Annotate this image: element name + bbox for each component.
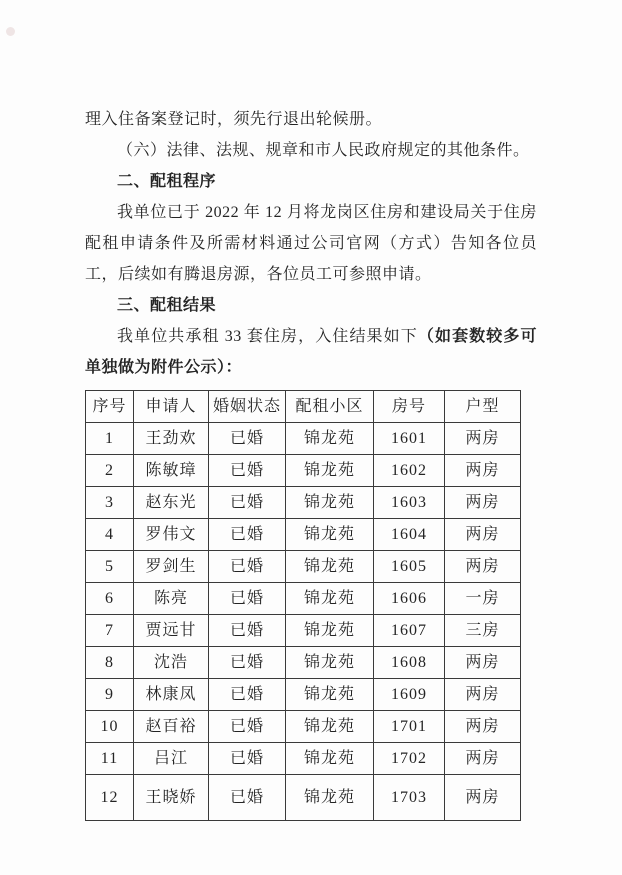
table-cell: 4 (86, 519, 134, 551)
table-cell: 已婚 (209, 519, 286, 551)
table-cell: 锦龙苑 (286, 711, 374, 743)
table-cell: 锦龙苑 (286, 455, 374, 487)
column-header-unit-type: 户型 (445, 391, 521, 423)
column-header-seq: 序号 (86, 391, 134, 423)
section-heading-2: 二、配租程序 (117, 173, 217, 190)
table-cell: 已婚 (209, 487, 286, 519)
table-cell: 两房 (445, 487, 521, 519)
table-cell: 锦龙苑 (286, 423, 374, 455)
table-cell: 两房 (445, 775, 521, 821)
table-cell: 赵东光 (134, 487, 209, 519)
table-cell: 锦龙苑 (286, 679, 374, 711)
table-cell: 已婚 (209, 775, 286, 821)
table-row (86, 551, 521, 583)
table-cell: 王劲欢 (134, 423, 209, 455)
allocation-table-body (86, 423, 521, 821)
table-cell: 锦龙苑 (286, 743, 374, 775)
table-row (86, 455, 521, 487)
table-cell: 3 (86, 487, 134, 519)
table-cell: 锦龙苑 (286, 775, 374, 821)
table-cell: 1702 (374, 743, 445, 775)
table-row (86, 711, 521, 743)
allocation-result-table (85, 390, 521, 821)
table-cell: 8 (86, 647, 134, 679)
table-cell: 11 (86, 743, 134, 775)
table-row (86, 743, 521, 775)
table-cell: 9 (86, 679, 134, 711)
table-cell: 一房 (445, 583, 521, 615)
document-content (85, 104, 537, 821)
table-cell: 1601 (374, 423, 445, 455)
table-cell: 10 (86, 711, 134, 743)
table-cell: 吕江 (134, 743, 209, 775)
table-cell: 锦龙苑 (286, 487, 374, 519)
table-cell: 5 (86, 551, 134, 583)
condition-item-six: （六）法律、法规、规章和市人民政府规定的其他条件。 (117, 142, 530, 159)
section2-paragraph: 我单位已于 2022 年 12 月将龙岗区住房和建设局关于住房配租申请条件及所需材料通过公司官网（方式）告知各位员工，后续如有腾退房源，各位员工可参照申请。 (85, 204, 537, 283)
table-cell: 两房 (445, 679, 521, 711)
table-cell: 锦龙苑 (286, 647, 374, 679)
table-cell: 1608 (374, 647, 445, 679)
table-cell: 已婚 (209, 423, 286, 455)
table-cell: 两房 (445, 647, 521, 679)
table-cell: 12 (86, 775, 134, 821)
table-cell: 锦龙苑 (286, 615, 374, 647)
table-cell: 锦龙苑 (286, 583, 374, 615)
table-cell: 王晓娇 (134, 775, 209, 821)
carryover-line: 理入住备案登记时，须先行退出轮候册。 (85, 111, 383, 128)
table-cell: 1602 (374, 455, 445, 487)
scan-smudge-artifact (6, 27, 15, 36)
table-cell: 赵百裕 (134, 711, 209, 743)
table-cell: 已婚 (209, 743, 286, 775)
table-cell: 两房 (445, 551, 521, 583)
table-cell: 陈敏璋 (134, 455, 209, 487)
table-cell: 锦龙苑 (286, 519, 374, 551)
table-cell: 陈亮 (134, 583, 209, 615)
table-row (86, 583, 521, 615)
table-cell: 已婚 (209, 583, 286, 615)
table-cell: 贾远甘 (134, 615, 209, 647)
table-cell: 已婚 (209, 647, 286, 679)
table-cell: 1607 (374, 615, 445, 647)
table-row (86, 775, 521, 821)
table-cell: 1603 (374, 487, 445, 519)
table-cell: 已婚 (209, 551, 286, 583)
table-cell: 1604 (374, 519, 445, 551)
table-cell: 罗伟文 (134, 519, 209, 551)
table-row (86, 423, 521, 455)
section3-intro (85, 321, 537, 383)
column-header-applicant: 申请人 (134, 391, 209, 423)
table-cell: 1703 (374, 775, 445, 821)
table-cell: 2 (86, 455, 134, 487)
table-cell: 1 (86, 423, 134, 455)
section-heading-3: 三、配租结果 (117, 297, 217, 314)
table-cell: 1609 (374, 679, 445, 711)
column-header-community: 配租小区 (286, 391, 374, 423)
table-cell: 两房 (445, 519, 521, 551)
column-header-marital: 婚姻状态 (209, 391, 286, 423)
table-cell: 已婚 (209, 455, 286, 487)
table-cell: 两房 (445, 455, 521, 487)
table-cell: 罗剑生 (134, 551, 209, 583)
table-cell: 1605 (374, 551, 445, 583)
table-row (86, 487, 521, 519)
table-header-row (86, 391, 521, 423)
table-cell: 三房 (445, 615, 521, 647)
table-cell: 7 (86, 615, 134, 647)
table-cell: 锦龙苑 (286, 551, 374, 583)
section3-intro-normal-text: 我单位共承租 33 套住房，入住结果如下 (117, 328, 418, 345)
table-cell: 两房 (445, 711, 521, 743)
table-cell: 已婚 (209, 679, 286, 711)
section3-intro-bold-text: （如套数较多可单独做为附件公示）： (85, 328, 537, 376)
table-row (86, 679, 521, 711)
table-cell: 1701 (374, 711, 445, 743)
table-cell: 已婚 (209, 615, 286, 647)
allocation-table-header (86, 391, 521, 423)
table-cell: 两房 (445, 423, 521, 455)
table-row (86, 519, 521, 551)
table-cell: 6 (86, 583, 134, 615)
table-cell: 沈浩 (134, 647, 209, 679)
table-cell: 林康凤 (134, 679, 209, 711)
column-header-room: 房号 (374, 391, 445, 423)
table-row (86, 647, 521, 679)
table-cell: 已婚 (209, 711, 286, 743)
table-row (86, 615, 521, 647)
table-cell: 1606 (374, 583, 445, 615)
table-cell: 两房 (445, 743, 521, 775)
